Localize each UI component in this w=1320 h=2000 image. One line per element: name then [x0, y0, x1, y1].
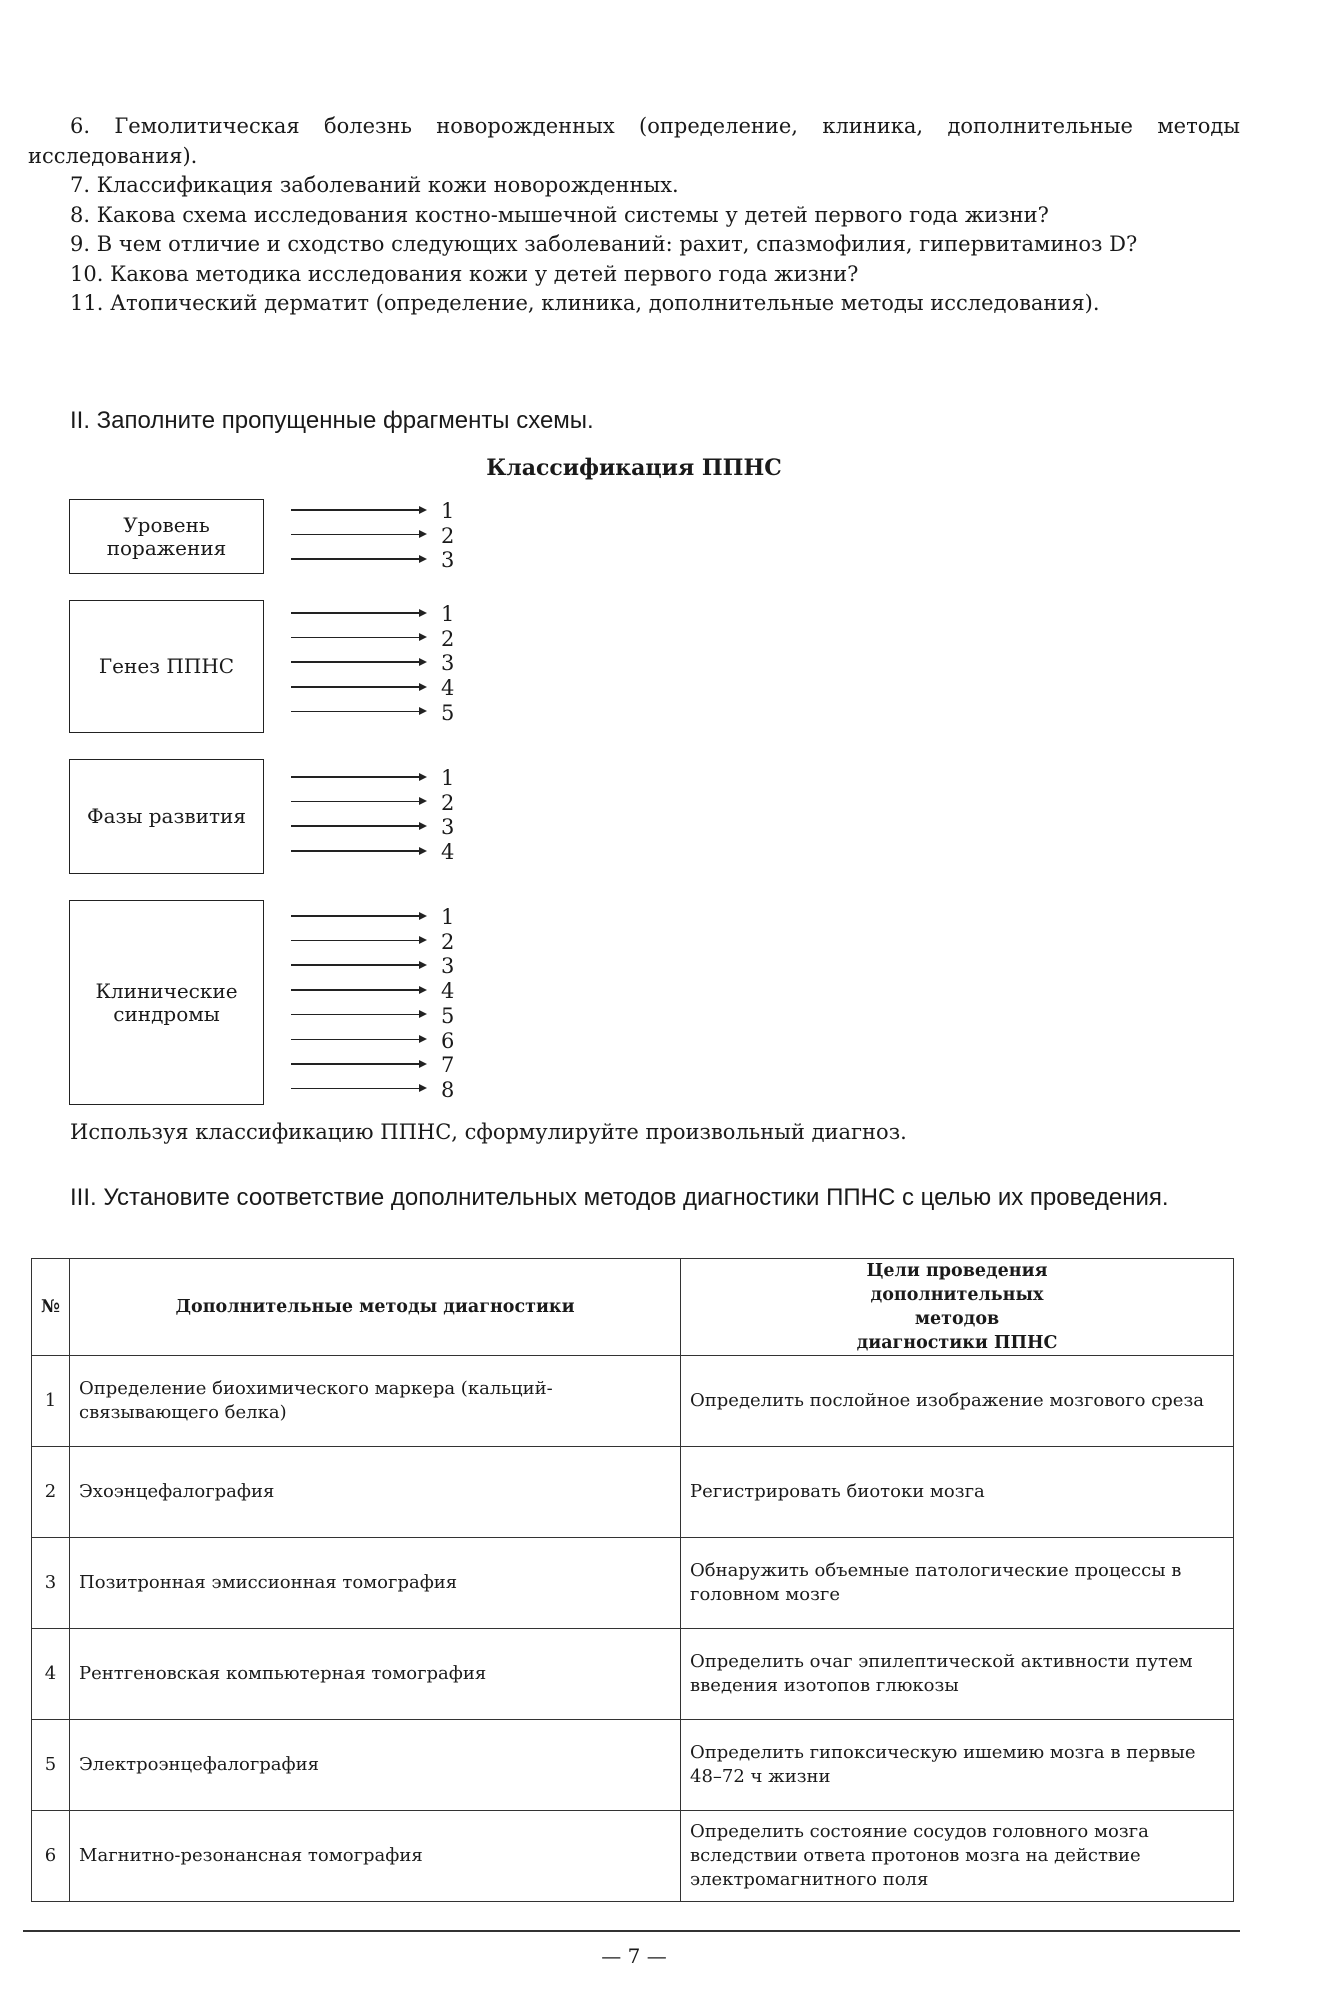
arrow-icon — [291, 661, 421, 663]
row-number: 6 — [32, 1811, 70, 1902]
arrow-icon — [291, 989, 421, 991]
scheme-blank-number: 3 — [441, 815, 455, 840]
goal-cell: Определить послойное изображение мозгового среза — [681, 1356, 1234, 1447]
question-item: 10. Какова методика исследования кожи у детей первого года жизни? — [70, 261, 859, 286]
arrow-icon — [291, 637, 421, 639]
goal-cell: Определить гипоксическую ишемию мозга в первые 48–72 ч жизни — [681, 1720, 1234, 1811]
arrow-icon — [291, 1063, 421, 1065]
table-row — [32, 1356, 1234, 1447]
scheme-box: Фазы развития — [69, 759, 264, 874]
method-cell: Рентгеновская компьютерная томография — [70, 1629, 681, 1720]
arrow-icon — [291, 801, 421, 803]
question-item: 6. Гемолитическая болезнь новорожденных (определение, клиника, дополнительные методы исследования). — [28, 114, 1240, 168]
table-row — [32, 1811, 1234, 1902]
arrow-icon — [291, 509, 421, 511]
arrow-icon — [291, 776, 421, 778]
scheme-blank-number: 2 — [441, 929, 455, 954]
scheme-blank-number: 4 — [441, 840, 455, 865]
question-item: 7. Классификация заболеваний кожи новорожденных. — [70, 173, 679, 197]
method-cell: Электроэнцефалография — [70, 1720, 681, 1811]
table-header-row — [32, 1259, 1234, 1356]
scheme-box: Генез ППНС — [69, 600, 264, 733]
scheme-blank-number: 1 — [441, 499, 455, 523]
question-item: 11. Атопический дерматит (определение, клиника, дополнительные методы исследования). — [70, 291, 1100, 315]
row-number: 4 — [32, 1629, 70, 1720]
scheme-blank-number: 8 — [441, 1077, 455, 1102]
scheme-blank-number: 3 — [441, 954, 455, 979]
table-row — [32, 1720, 1234, 1811]
scheme-blank-number: 1 — [441, 766, 455, 790]
scheme-blank-number: 2 — [441, 523, 455, 548]
scheme-blank-number: 2 — [441, 790, 455, 815]
section2-heading: II. Заполните пропущенные фрагменты схемы. — [70, 407, 594, 434]
arrow-icon — [291, 612, 421, 614]
goal-cell: Определить состояние сосудов головного мозга вследствии ответа протонов мозга на действие электромагнитного поля — [681, 1811, 1234, 1902]
arrow-icon — [291, 1014, 421, 1016]
page-number: — 7 — — [601, 1944, 667, 1968]
col-methods: Дополнительные методы диагностики — [70, 1259, 681, 1356]
section2-task: Используя классификацию ППНС, сформулируйте произвольный диагноз. — [70, 1120, 907, 1144]
scheme-title: Классификация ППНС — [486, 455, 782, 481]
table-row — [32, 1447, 1234, 1538]
arrow-icon — [291, 558, 421, 560]
scheme-blank-number: 4 — [441, 676, 455, 701]
arrow-icon — [291, 534, 421, 536]
row-number: 1 — [32, 1356, 70, 1447]
footer-divider — [23, 1930, 1240, 1932]
method-cell: Магнитно-резонансная томография — [70, 1811, 681, 1902]
scheme-blank-number: 2 — [441, 626, 455, 651]
scheme-blank-number: 3 — [441, 548, 455, 573]
scheme-blank-number: 5 — [441, 1003, 455, 1028]
method-cell: Эхоэнцефалография — [70, 1447, 681, 1538]
question-item: 9. В чем отличие и сходство следующих заболеваний: рахит, спазмофилия, гипервитаминоз D? — [70, 232, 1138, 256]
col-number: № — [32, 1259, 70, 1356]
scheme-blank-number: 5 — [441, 700, 455, 725]
arrow-icon — [291, 1039, 421, 1041]
row-number: 5 — [32, 1720, 70, 1811]
scheme-blank-number: 6 — [441, 1028, 455, 1053]
arrow-icon — [291, 711, 421, 713]
table-row — [32, 1538, 1234, 1629]
methods-table — [31, 1258, 1234, 1902]
scheme-blank-number: 7 — [441, 1053, 455, 1078]
section3-heading: III. Установите соответствие дополнительных методов диагностики ППНС с целью их проведения. — [70, 1184, 1169, 1211]
goal-cell: Определить очаг эпилептической активности путем введения изотопов глюкозы — [681, 1629, 1234, 1720]
scheme-box: Уровень поражения — [69, 499, 264, 574]
method-cell: Позитронная эмиссионная томография — [70, 1538, 681, 1629]
goal-cell: Регистрировать биотоки мозга — [681, 1447, 1234, 1538]
table-row — [32, 1629, 1234, 1720]
arrow-icon — [291, 686, 421, 688]
arrow-icon — [291, 964, 421, 966]
arrow-icon — [291, 850, 421, 852]
row-number: 2 — [32, 1447, 70, 1538]
scheme-blank-number: 3 — [441, 651, 455, 676]
scheme-blank-number: 4 — [441, 979, 455, 1004]
arrow-icon — [291, 915, 421, 917]
col-goals: Цели проведения дополнительных методов диагностики ППНС — [681, 1259, 1234, 1356]
scheme-blank-number: 1 — [441, 602, 455, 626]
goal-cell: Обнаружить объемные патологические процессы в головном мозге — [681, 1538, 1234, 1629]
question-item: 8. Какова схема исследования костно-мышечной системы у детей первого года жизни? — [70, 202, 1049, 227]
question-list — [28, 112, 1240, 319]
arrow-icon — [291, 1088, 421, 1090]
method-cell: Определение биохимического маркера (кальций-связывающего белка) — [70, 1356, 681, 1447]
arrow-icon — [291, 825, 421, 827]
row-number: 3 — [32, 1538, 70, 1629]
arrow-icon — [291, 940, 421, 942]
scheme-blank-number: 1 — [441, 905, 455, 929]
scheme-box: Клинические синдромы — [69, 900, 264, 1105]
